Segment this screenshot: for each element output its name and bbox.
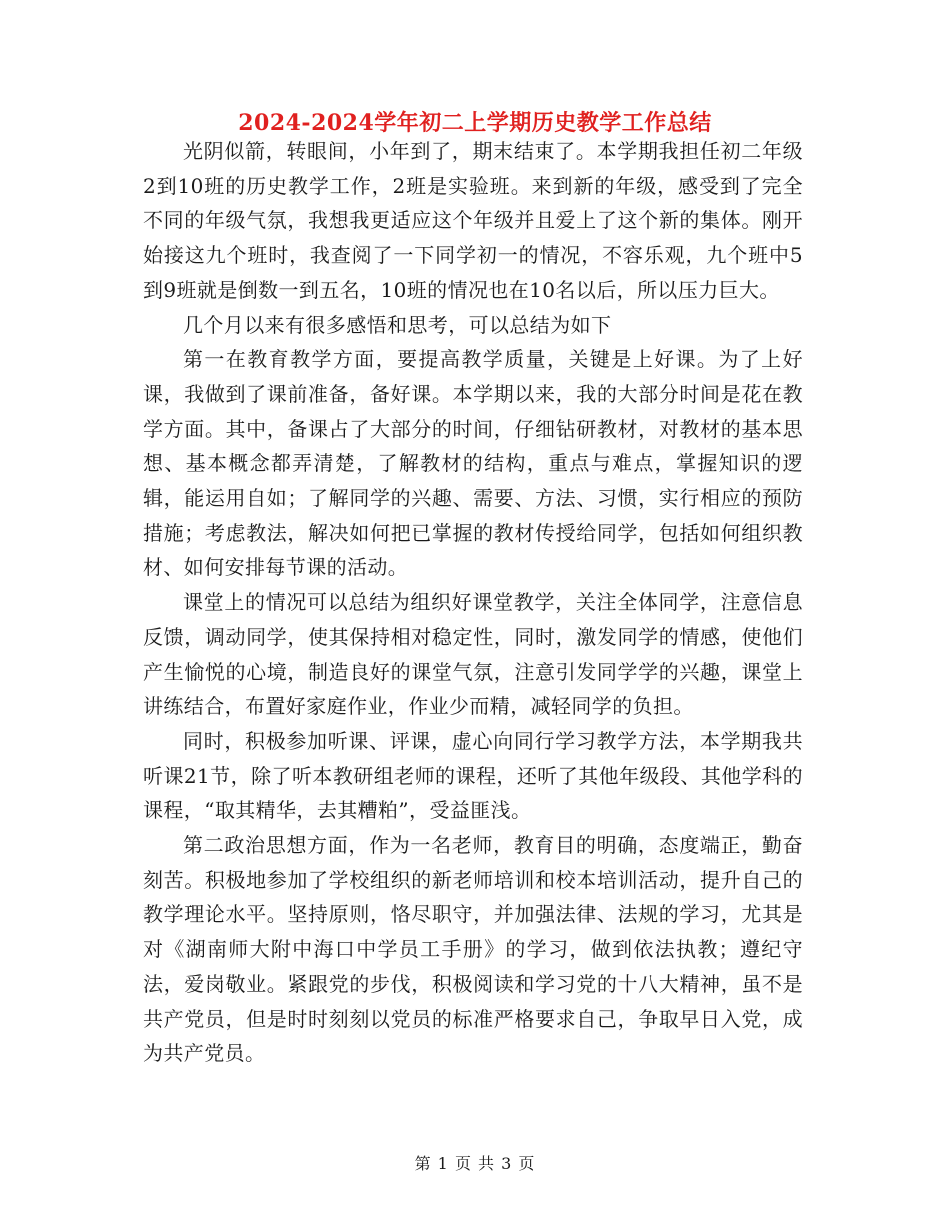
paragraph-intro: 光阴似箭，转眼间，小年到了，期末结束了。本学期我担任初二年级2到10班的历史教学工作，2班是实验班。来到新的年级，感受到了完全不同的年级气氛，我想我更适应这个年级并且爱上了这个新的集体。刚开始接这九个班时，我查阅了一下同学初一的情况，不容乐观，九个班中5到9班就是倒数一到五名，10班的情况也在10名以后，所以压力巨大。 <box>143 139 803 302</box>
paragraph-summary-lead: 几个月以来有很多感悟和思考，可以总结为如下 <box>183 312 612 337</box>
document-body <box>143 134 803 1071</box>
paragraph-classroom: 课堂上的情况可以总结为组织好课堂教学，关注全体同学，注意信息反馈，调动同学，使其保持相对稳定性，同时，激发同学的情感，使他们产生愉悦的心境，制造良好的课堂气氛，注意引发同学学的兴趣，课堂上讲练结合，布置好家庭作业，作业少而精，减轻同学的负担。 <box>143 590 803 719</box>
paragraph-teaching: 第一在教育教学方面，要提高教学质量，关键是上好课。为了上好课，我做到了课前准备，备好课。本学期以来，我的大部分时间是花在教学方面。其中，备课占了大部分的时间，仔细钻研教材，对教材的基本思想、基本概念都弄清楚，了解教材的结构，重点与难点，掌握知识的逻辑，能运用自如；了解同学的兴趣、需要、方法、习惯，实行相应的预防措施；考虑教法，解决如何把已掌握的教材传授给同学，包括如何组织教材、如何安排每节课的活动。 <box>143 347 803 580</box>
paragraph-lesson-observation: 同时，积极参加听课、评课，虚心向同行学习教学方法，本学期我共听课21节，除了听本教研组老师的课程，还听了其他年级段、其他学科的课程，“取其精华，去其糟粕”，受益匪浅。 <box>143 728 803 823</box>
paragraph-political-thought: 第二政治思想方面，作为一名老师，教育目的明确，态度端正，勤奋刻苦。积极地参加了学校组织的新老师培训和校本培训活动，提升自己的教学理论水平。坚持原则，恪尽职守，并加强法律、法规的学习，尤其是对《湖南师大附中海口中学员工手册》的学习，做到依法执教；遵纪守法，爱岗敬业。紧跟党的步伐，积极阅读和学习党的十八大精神，虽不是共产党员，但是时时刻刻以党员的标准严格要求自己，争取早日入党，成为共产党员。 <box>143 833 803 1066</box>
document-title: 2024-2024学年初二上学期历史教学工作总结 <box>238 110 712 136</box>
page-footer: 第 1 页 共 3 页 <box>414 1154 536 1173</box>
